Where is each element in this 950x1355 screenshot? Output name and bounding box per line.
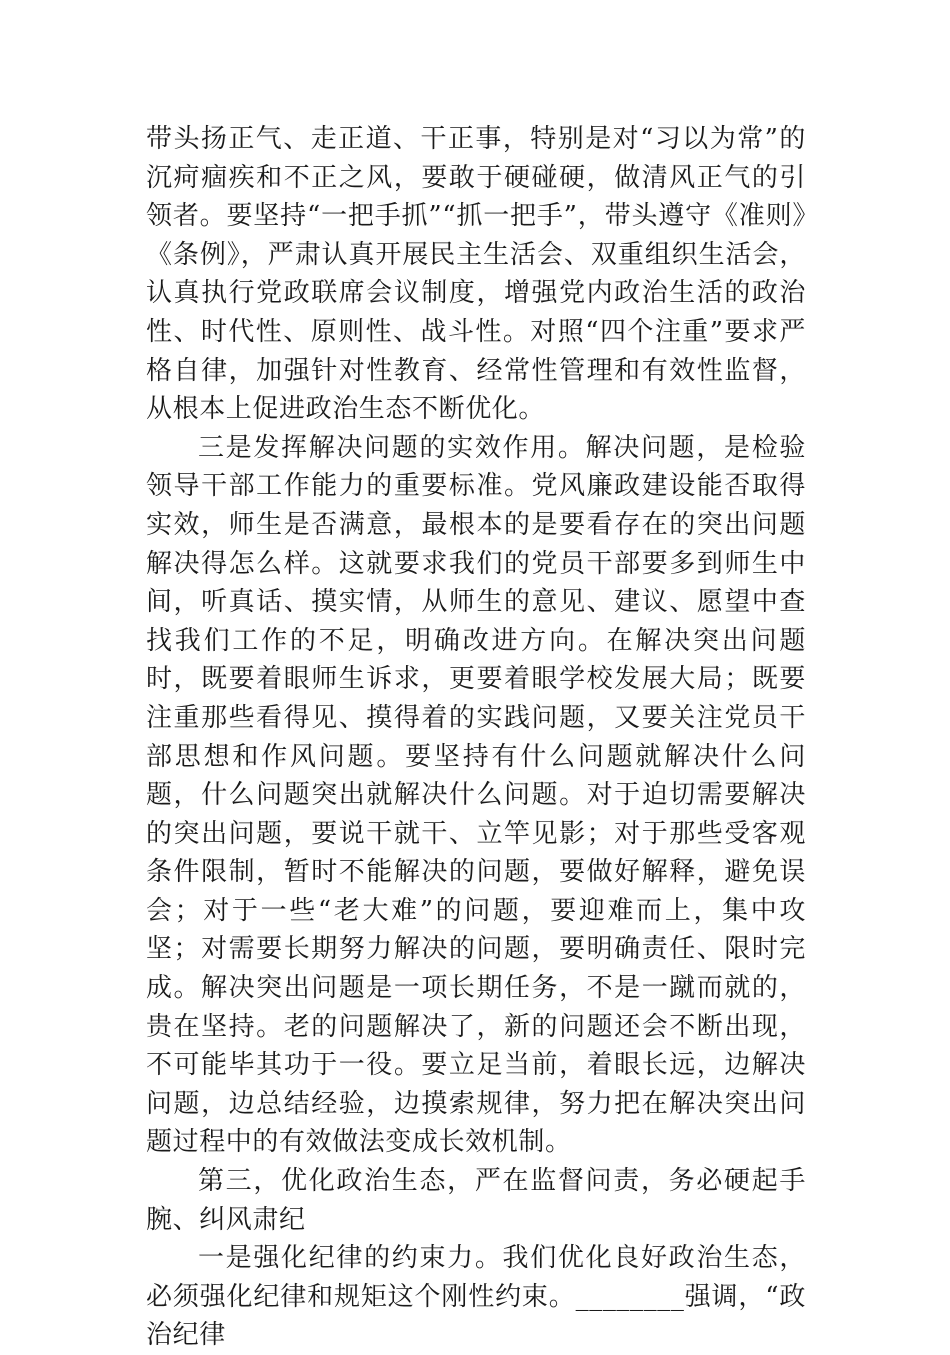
section-heading-third: 第三，优化政治生态，严在监督问责，务必硬起手腕、纠风肃纪	[146, 1166, 806, 1235]
paragraph-discipline: 一是强化纪律的约束力。我们优化良好政治生态，必须强化纪律和规矩这个刚性约束。________强调，“政治纪律	[146, 1243, 806, 1351]
paragraph-continuation: 带头扬正气、走正道、干正事，特别是对“习以为常”的沉疴痼疾和不正之风，要敢于硬碰硬，做清风正气的引领者。要坚持“一把手抓”“抓一把手”，带头遵守《准则》《条例》，严肃认真开展民主生活会、双重组织生活会，认真执行党政联席会议制度，增强党内政治生活的政治性、时代性、原则性、战斗性。对照“四个注重”要求严格自律，加强针对性教育、经常性管理和有效性监督，从根本上促进政治生态不断优化。	[146, 124, 806, 425]
document-body	[146, 120, 806, 1355]
paragraph-solve-problems: 三是发挥解决问题的实效作用。解决问题，是检验领导干部工作能力的重要标准。党风廉政建设能否取得实效，师生是否满意，最根本的是要看存在的突出问题解决得怎么样。这就要求我们的党员干部要多到师生中间，听真话、摸实情，从师生的意见、建议、愿望中查找我们工作的不足，明确改进方向。在解决突出问题时，既要着眼师生诉求，更要着眼学校发展大局；既要注重那些看得见、摸得着的实践问题，又要关注党员干部思想和作风问题。要坚持有什么问题就解决什么问题，什么问题突出就解决什么问题。对于迫切需要解决的突出问题，要说干就干、立竿见影；对于那些受客观条件限制，暂时不能解决的问题，要做好解释，避免误会；对于一些“老大难”的问题，要迎难而上，集中攻坚；对需要长期努力解决的问题，要明确责任、限时完成。解决突出问题是一项长期任务，不是一蹴而就的，贵在坚持。老的问题解决了，新的问题还会不断出现，不可能毕其功于一役。要立足当前，着眼长远，边解决问题，边总结经验，边摸索规律，努力把在解决突出问题过程中的有效做法变成长效机制。	[146, 432, 806, 1158]
